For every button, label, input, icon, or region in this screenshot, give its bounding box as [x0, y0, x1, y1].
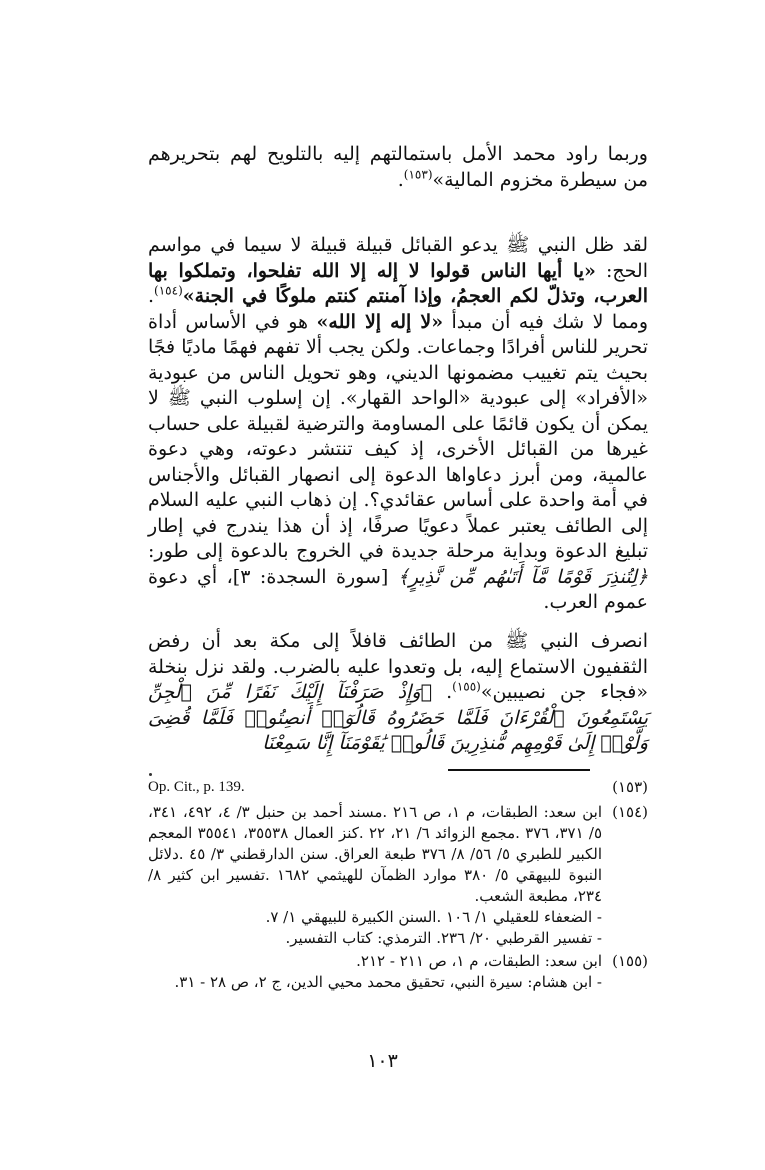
- paragraph-2-intro: لقد ظل النبي ﷺ يدعو القبائل قبيلة قبيلة لا سيما في مواسم الحج:: [148, 234, 648, 282]
- footnote-154-sub-1: - الضعفاء للعقيلي ١/ ١٠٦ .السنن الكبيرة للبيهقي ١/ ٧.: [265, 908, 602, 926]
- footnote-153-number: (١٥٣): [612, 778, 648, 796]
- paragraph-3-text: انصرف النبي ﷺ من الطائف قافلاً إلى مكة بعد أن رفض الثقفيون الاستماع إليه، بل وتعدوا عليه بالضرب. ولقد نزل بنخلة «فجاء جن نصيبين»: [148, 630, 648, 703]
- footnote-155-body: ابن سعد: الطبقات، م ١، ص ٢١١ - ٢١٢.: [356, 952, 602, 970]
- page-number: ١٠٣: [367, 1050, 398, 1072]
- paragraph-3-sep: .: [432, 681, 453, 703]
- footnote-154-number: (١٥٤): [612, 803, 648, 821]
- footnote-154-sub-2: - تفسير القرطبي ٢٠/ ٢٣٦. الترمذي: كتاب التفسير.: [285, 929, 602, 947]
- footnote-155-number: (١٥٥): [612, 952, 648, 970]
- quran-verse-sajda: ﴿لِتُنذِرَ قَوْمًا مَّآ أَتَىٰهُم مِّن نَّذِيرٍ﴾: [397, 565, 648, 588]
- footnote-154: [148, 802, 648, 949]
- hadith-quote: «يا أيها الناس قولوا لا إله إلا الله تفلحوا، وتملكوا بها العرب، وتذلّ لكم العجمُ، وإذا آمنتم كنتم ملوكًا في الجنة»: [148, 259, 648, 307]
- paragraph-3: [148, 629, 648, 757]
- paragraph-2-text-b: هو في الأساس أداة تحرير للناس أفرادًا وجماعات. ولكن يجب ألا تفهم فهمًا ماديًا فجًا بحيث يتم تغييب مضمونها الديني، وهو تحويل الناس من عبودية «الأفراد» إلى عبودية «الواحد القهار». إن إسلوب النبي ﷺ لا يمكن أن يكون قائمًا على المساومة والترضية لقبيلة على حساب غيرها من القبائل الأخرى، إذ كيف تنتشر دعوته، وهي دعوة عالمية، ومن أبرز دعاواها الدعوة إلى انصهار القبائل والأجناس في أمة واحدة على أساس عقائدي؟. إن ذهاب النبي عليه السلام إلى الطائف يعتبر عملاً دعويًا صرفًا، إذ أن هذا يندرج في إطار تبليغ الدعوة وبداية مرحلة جديدة في الخروج بالدعوة إلى طور:: [148, 310, 648, 562]
- footnote-154-body: ابن سعد: الطبقات، م ١، ص ٢١٦ .مسند أحمد بن حنبل ٣/ ٤، ٤٩٢، ٣٤١، ٥/ ٣٧١، ٣٧٦ .مجمع الزوائد ٦/ ٢١، ٢٢ .كنز العمال ٣٥٥٣٨، ٣٥٥٤١ المعجم الكبير للطبري ٥/ ٥٦/ ٨/ ٣٧٦ طبعة العراق. سنن الدارقطني ٣/ ٤٥ .دلائل النبوة للبيهقي ٥/ ٣٨٠ موارد الظمآن للهيثمي ١٦٨٢ .تفسير ابن كثير ٨/ ٢٣٤، مطبعة الشعب.: [148, 803, 603, 905]
- tawhid-phrase: «لا إله إلا الله»: [316, 310, 444, 333]
- footnote-ref-155[interactable]: (١٥٥): [452, 679, 481, 694]
- paragraph-2-text-a: . ومما لا شك فيه أن مبدأ: [148, 285, 649, 333]
- paragraph-2-text-c: [سورة السجدة: ٣]، أي دعوة عموم العرب.: [148, 565, 648, 613]
- paragraph-2: [148, 233, 648, 616]
- margin-dot: [149, 773, 152, 776]
- footnote-153: [148, 777, 648, 798]
- paragraph-1: وربما راود محمد الأمل باستمالتهم إليه بالتلويح لهم بتحريرهم من سيطرة مخزوم المالية»$^{(١٥٣)}$.: [148, 143, 648, 191]
- footnote-ref-154[interactable]: (١٥٤): [154, 283, 183, 298]
- footnote-155: [148, 951, 648, 993]
- footnote-divider: [448, 769, 590, 771]
- paragraph-1-text: وربما راود محمد الأمل باستمالتهم إليه بالتلويح لهم بتحريرهم من سيطرة مخزوم المالية»: [148, 143, 648, 191]
- footnote-155-sub-1: - ابن هشام: سيرة النبي، تحقيق محمد محيي الدين، ج ٢، ص ٢٨ - ٣١.: [174, 973, 602, 991]
- quran-verse-ahqaf: ﴿وَإِذْ صَرَفْنَآ إِلَيْكَ نَفَرًا مِّنَ ٱلْجِنِّ يَسْتَمِعُونَ ٱلْقُرْءَانَ فَلَمَّا حَضَرُوهُ قَالُوٓا۟ أَنصِتُوا۟ فَلَمَّا قُضِىَ وَلَّوْا۟ إِلَىٰ قَوْمِهِم مُّنذِرِينَ قَالُوا۟ يَٰقَوْمَنَآ إِنَّا سَمِعْنَا: [148, 681, 648, 754]
- footnote-153-text: Op. Cit., p. 139.: [148, 779, 245, 795]
- footnote-ref-153[interactable]: (١٥٣): [403, 167, 433, 182]
- footnotes: [148, 777, 648, 993]
